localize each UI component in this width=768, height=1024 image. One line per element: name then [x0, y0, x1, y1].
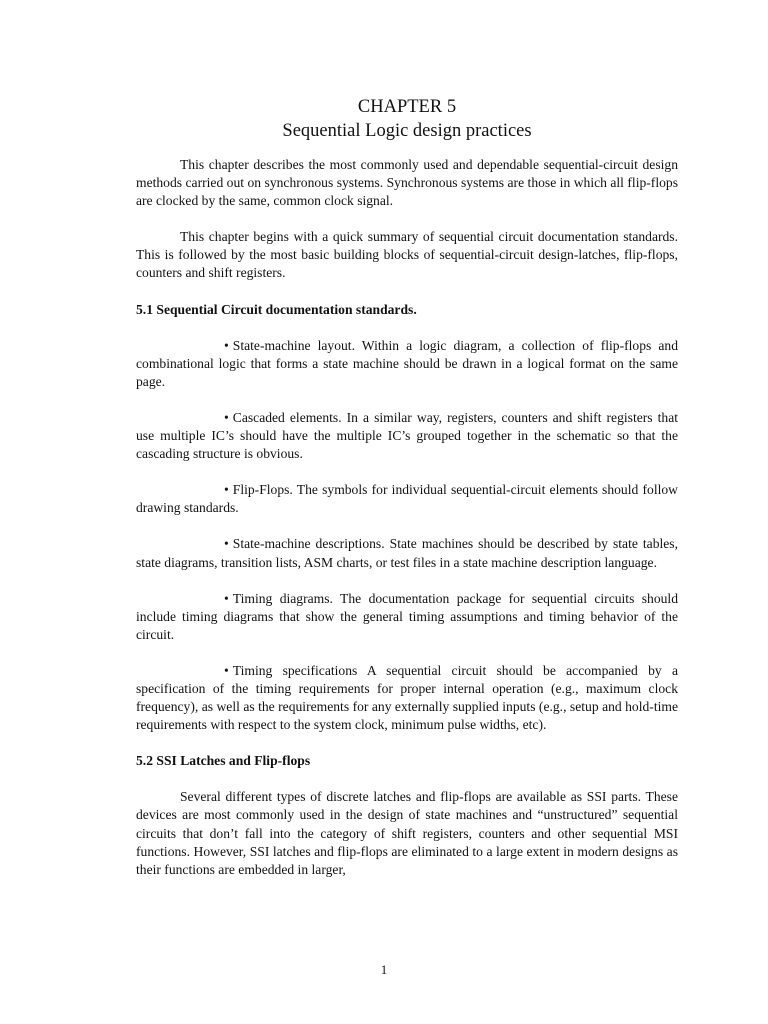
bullet-text: State-machine descriptions. State machines should be described by state tables, state diagrams, transition lists, ASM charts, or test files in a state machine description language.: [136, 536, 678, 570]
page-number: 1: [380, 962, 388, 977]
bullet-icon: •: [224, 536, 229, 552]
bullet-text: Timing diagrams. The documentation package for sequential circuits should include timing diagrams that show the general timing assumptions and timing behavior of the circuit.: [136, 590, 678, 642]
intro-paragraph-1: This chapter describes the most commonly used and dependable sequential-circuit design methods carried out on synchronous systems. Synchronous systems are those in which all flip-flops are clocked by the same, common clock signal.: [136, 157, 678, 209]
bullet-item-timing-specifications: [136, 662, 678, 734]
chapter-number: CHAPTER 5: [357, 97, 457, 117]
bullet-item-state-machine-descriptions: [136, 535, 678, 571]
chapter-title: Sequential Logic design practices: [282, 121, 532, 141]
section-5-2-paragraph-1: Several different types of discrete latches and flip-flops are available as SSI parts. These devices are most commonly used in the design of state machines and “unstructured” sequential circuits that don’t fall into the category of shift registers, counters and other sequential MSI functions. However, SSI latches and flip-flops are eliminated to a large extent in modern designs as their functions are embedded in larger,: [136, 789, 678, 877]
bullet-item-flip-flops: [136, 481, 678, 517]
bullet-text: State-machine layout. Within a logic diagram, a collection of flip-flops and combinational logic that forms a state machine should be drawn in a logical format on the same page.: [136, 337, 678, 389]
bullet-item-state-machine-layout: [136, 337, 678, 391]
bullet-icon: •: [224, 409, 229, 425]
bullet-item-cascaded-elements: [136, 409, 678, 463]
bullet-icon: •: [224, 662, 229, 678]
bullet-item-timing-diagrams: [136, 590, 678, 644]
section-heading-5-1: 5.1 Sequential Circuit documentation standards.: [136, 301, 417, 317]
section-heading-5-2: 5.2 SSI Latches and Flip-flops: [136, 753, 311, 769]
bullet-icon: •: [224, 337, 229, 353]
bullet-text: Timing specifications A sequential circuit should be accompanied by a specification of the timing requirements for proper internal operation (e.g., maximum clock frequency), as well as the requirements for any externally supplied inputs (e.g., setup and hold-time requirements with respect to the system clock, minimum pulse widths, etc).: [136, 662, 678, 733]
bullet-icon: •: [224, 590, 229, 606]
bullet-text: Cascaded elements. In a similar way, registers, counters and shift registers that use multiple IC’s should have the multiple IC’s grouped together in the schematic so that the cascading structure is obvious.: [136, 409, 678, 462]
bullet-text: Flip-Flops. The symbols for individual sequential-circuit elements should follow drawing standards.: [136, 482, 678, 516]
bullet-icon: •: [224, 482, 229, 498]
intro-paragraph-2: This chapter begins with a quick summary of sequential circuit documentation standards. This is followed by the most basic building blocks of sequential-circuit design-latches, flip-flops, counters and shift registers.: [136, 229, 678, 281]
